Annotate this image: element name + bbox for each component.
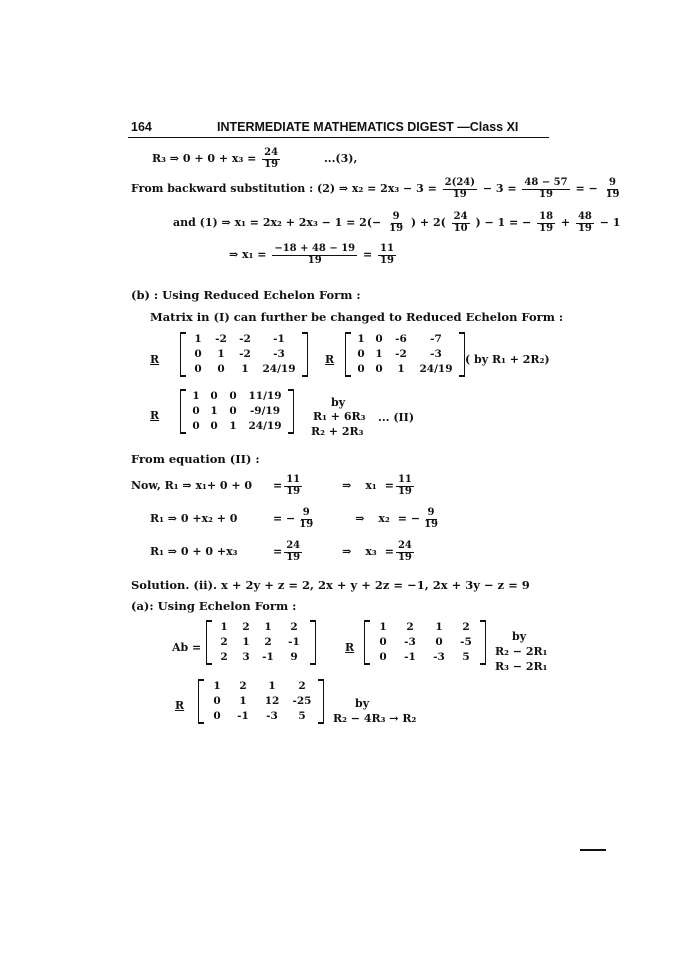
backward-lead: From backward substitution : (2) ⇒ x₂ = 2x₃ − 3 = (131, 182, 437, 195)
matrix-cell: -2 (239, 333, 251, 345)
matrix-cell: 0 (213, 710, 221, 722)
matrix-cell: 1 (268, 680, 276, 692)
solution-line (150, 508, 442, 530)
matrix-cell: 3 (242, 651, 250, 663)
matrix-cell: 1 (213, 680, 221, 692)
backward-eq: = − (575, 182, 598, 195)
matrix-cell: 1 (242, 636, 250, 648)
operation-3-line-1: R₂ − 2R₁ (495, 645, 548, 658)
matrix-cell: -3 (266, 710, 278, 722)
matrix-cell: -9/19 (249, 405, 281, 417)
matrix-cell: 1 (210, 405, 218, 417)
operation-2-line-2: R₂ + 2R₃ (311, 425, 364, 438)
matrix-cell: -6 (395, 333, 407, 345)
matrix-cell: 1 (241, 363, 249, 375)
matrix-3 (180, 389, 294, 434)
frac-den: 19 (397, 485, 412, 497)
and-frac-2: $\frac{24}{10}$ (453, 211, 468, 234)
matrix-cell: 24/19 (419, 363, 453, 375)
frac-num: 11 (397, 474, 412, 485)
operation-1: ( by R₁ + 2R₂) (465, 353, 550, 366)
backward-frac-1: $\frac{2(24)}{19}$ (444, 177, 475, 200)
and-line (173, 212, 620, 234)
operation-4-by: by (355, 697, 370, 710)
eq-r3-frac: $\frac{24}{19}$ (264, 147, 279, 170)
matrix-2 (345, 332, 465, 377)
eq-r3-tag: ...(3), (323, 152, 358, 165)
reduced-echelon-intro: Matrix in (I) can further be changed to Reduced Echelon Form : (150, 310, 564, 324)
and-tail: − 1 (599, 216, 621, 229)
matrix-row (352, 347, 458, 362)
solution-frac (297, 508, 315, 530)
matrix-cell: 2 (220, 651, 228, 663)
running-title: INTERMEDIATE MATHEMATICS DIGEST —Class XI (217, 120, 519, 134)
matrix-cell: -7 (430, 333, 442, 345)
matrix-cell: -1 (273, 333, 285, 345)
matrix-cell: 0 (210, 420, 218, 432)
matrix-row (352, 362, 458, 377)
eq-r3-lhs: R₃ ⇒ 0 + 0 + x₃ = (152, 152, 257, 165)
matrix-row (371, 620, 479, 635)
matrix-cell: 0 (375, 333, 383, 345)
and-mid2: ) − 1 = − (475, 216, 532, 229)
matrix-cell: 0 (194, 348, 202, 360)
matrix-cell: -1 (288, 636, 300, 648)
matrix-ab (206, 620, 316, 665)
matrix-cell: 12 (264, 695, 280, 707)
matrix-row (371, 635, 479, 650)
matrix-cell: -1 (262, 651, 274, 663)
matrix-cell: 2 (462, 621, 470, 633)
solution-ii-statement: Solution. (ii). x + 2y + z = 2, 2x + y + 2z = −1, 2x + 3y − z = 9 (131, 578, 530, 592)
solution-eq: = (384, 545, 394, 558)
solution-eq: = (384, 479, 394, 492)
implies-arrow: ⇒ (342, 479, 352, 492)
matrix-cell: 1 (397, 363, 405, 375)
matrix-cell: -5 (460, 636, 472, 648)
frac-den: 19 (397, 551, 412, 563)
matrix-cell: 0 (194, 363, 202, 375)
implies-arrow: ⇒ (342, 545, 352, 558)
matrix-row (187, 419, 287, 434)
and-frac-4: $\frac{48}{19}$ (577, 211, 592, 234)
eq-r3-line (152, 148, 357, 170)
matrix-row (213, 620, 309, 635)
row-equivalence-symbol: R (150, 353, 160, 366)
matrix-cell: 1 (435, 621, 443, 633)
matrix-cell: 0 (217, 363, 225, 375)
row-equivalence-symbol: R (345, 641, 355, 654)
x1-frac-2: $\frac{11}{19}$ (380, 243, 394, 266)
augmented-matrix-label: Ab = (172, 641, 202, 654)
matrix-cell: 11/19 (248, 390, 282, 402)
operation-2-line-1: R₁ + 6R₃ (313, 410, 366, 423)
solution-frac (396, 475, 414, 497)
operation-4-line-1: R₂ − 4R₃ → R₂ (333, 712, 417, 725)
matrix-cell: 2 (298, 680, 306, 692)
solution-variable: x₃ (365, 545, 377, 558)
matrix-cell: 0 (379, 636, 387, 648)
frac-num: 9 (427, 507, 435, 518)
backward-mid: − 3 = (482, 182, 517, 195)
matrix-cell: 0 (210, 390, 218, 402)
frac-num: 24 (286, 540, 301, 551)
frac-den: 19 (286, 485, 301, 497)
matrix-cell: -3 (430, 348, 442, 360)
matrix-cell: 24/19 (248, 420, 282, 432)
solution-frac (396, 541, 414, 563)
matrix-row (187, 404, 287, 419)
operation-3-by: by (512, 630, 527, 643)
matrix-cell: 1 (357, 333, 365, 345)
matrix-cell: 2 (406, 621, 414, 633)
matrix-cell: 1 (217, 348, 225, 360)
matrix-cell: 1 (239, 695, 247, 707)
solution-lhs: Now, R₁ ⇒ x₁+ 0 + 0 (131, 479, 253, 492)
and-frac-1: $\frac{9}{19}$ (389, 211, 404, 234)
operation-2-by: by (331, 396, 346, 409)
matrix-cell: 0 (192, 405, 200, 417)
matrix-cell: 1 (264, 621, 272, 633)
solution-lhs: R₁ ⇒ 0 + 0 +x₃ (150, 545, 238, 558)
operation-3-line-2: R₃ − 2R₁ (495, 660, 548, 673)
equation-tag-ii: ... (II) (378, 411, 415, 424)
solution-eq: = (273, 545, 283, 558)
solution-eq: = − (273, 512, 296, 525)
matrix-cell: 0 (379, 651, 387, 663)
edge-mark (580, 849, 606, 851)
matrix-cell: -2 (239, 348, 251, 360)
matrix-cell: 0 (357, 348, 365, 360)
frac-num: 11 (286, 474, 301, 485)
matrix-cell: 1 (194, 333, 202, 345)
matrix-cell: 1 (379, 621, 387, 633)
solution-eq: = − (397, 512, 421, 525)
implies-arrow: ⇒ (355, 512, 365, 525)
x1-frac-1: $\frac{-18 + 48 - 19}{19}$ (274, 243, 356, 266)
matrix-row (205, 679, 317, 694)
frac-num: 24 (397, 540, 412, 551)
frac-den: 19 (299, 518, 314, 530)
backward-frac-3: $\frac{9}{19}$ (605, 177, 620, 200)
matrix-cell: 9 (290, 651, 298, 663)
frac-num: 9 (302, 507, 310, 518)
matrix-5 (364, 620, 486, 665)
matrix-cell: 0 (229, 390, 237, 402)
matrix-cell: 2 (290, 621, 298, 633)
matrix-1 (180, 332, 308, 377)
row-equivalence-symbol: R (325, 353, 335, 366)
matrix-cell: 5 (462, 651, 470, 663)
matrix-cell: -3 (273, 348, 285, 360)
matrix-row (205, 709, 317, 724)
x1-eq: = (362, 248, 373, 261)
solution-variable: x₂ (378, 512, 390, 525)
and-plus: + (560, 216, 571, 229)
matrix-cell: -25 (292, 695, 312, 707)
matrix-cell: 2 (242, 621, 250, 633)
matrix-row (187, 389, 287, 404)
section-a-heading: (a): Using Echelon Form : (131, 599, 297, 613)
backward-substitution-line (131, 178, 623, 200)
x1-line (229, 244, 398, 266)
matrix-cell: 1 (229, 420, 237, 432)
row-equivalence-symbol: R (175, 699, 185, 712)
header-rule (128, 137, 549, 138)
section-b-heading: (b) : Using Reduced Echelon Form : (131, 288, 361, 302)
solution-frac (284, 475, 302, 497)
matrix-cell: 0 (357, 363, 365, 375)
matrix-cell: 1 (220, 621, 228, 633)
solution-lhs: R₁ ⇒ 0 +x₂ + 0 (150, 512, 238, 525)
matrix-cell: 0 (192, 420, 200, 432)
matrix-cell: 2 (239, 680, 247, 692)
from-equation-heading: From equation (II) : (131, 452, 260, 466)
matrix-row (352, 332, 458, 347)
solution-line (150, 541, 416, 563)
x1-lead: ⇒ x₁ = (229, 248, 267, 261)
and-lead: and (1) ⇒ x₁ = 2x₂ + 2x₃ − 1 = 2(− (173, 216, 382, 229)
solution-frac (422, 508, 440, 530)
matrix-cell: 0 (213, 695, 221, 707)
page-number: 164 (131, 120, 152, 134)
matrix-6 (198, 679, 324, 724)
matrix-cell: 2 (264, 636, 272, 648)
solution-line (131, 475, 416, 497)
matrix-row (187, 332, 301, 347)
matrix-cell: 1 (192, 390, 200, 402)
matrix-cell: -3 (404, 636, 416, 648)
matrix-row (213, 650, 309, 665)
matrix-cell: 2 (220, 636, 228, 648)
matrix-row (187, 362, 301, 377)
matrix-row (213, 635, 309, 650)
matrix-cell: -1 (404, 651, 416, 663)
matrix-cell: -3 (433, 651, 445, 663)
matrix-cell: 24/19 (262, 363, 296, 375)
backward-frac-2: $\frac{48 - 57}{19}$ (524, 177, 568, 200)
row-equivalence-symbol: R (150, 409, 160, 422)
matrix-row (205, 694, 317, 709)
matrix-cell: -2 (215, 333, 227, 345)
solution-eq: = (273, 479, 283, 492)
and-mid: ) + 2( (410, 216, 446, 229)
matrix-row (371, 650, 479, 665)
matrix-cell: -1 (237, 710, 249, 722)
matrix-cell: 1 (375, 348, 383, 360)
matrix-cell: 0 (435, 636, 443, 648)
matrix-row (187, 347, 301, 362)
frac-den: 19 (286, 551, 301, 563)
frac-den: 19 (424, 518, 438, 530)
and-frac-3: $\frac{18}{19}$ (539, 211, 554, 234)
matrix-cell: 0 (375, 363, 383, 375)
matrix-cell: 5 (298, 710, 306, 722)
solution-variable: x₁ (365, 479, 377, 492)
matrix-cell: -2 (395, 348, 407, 360)
matrix-cell: 0 (229, 405, 237, 417)
solution-frac (284, 541, 302, 563)
